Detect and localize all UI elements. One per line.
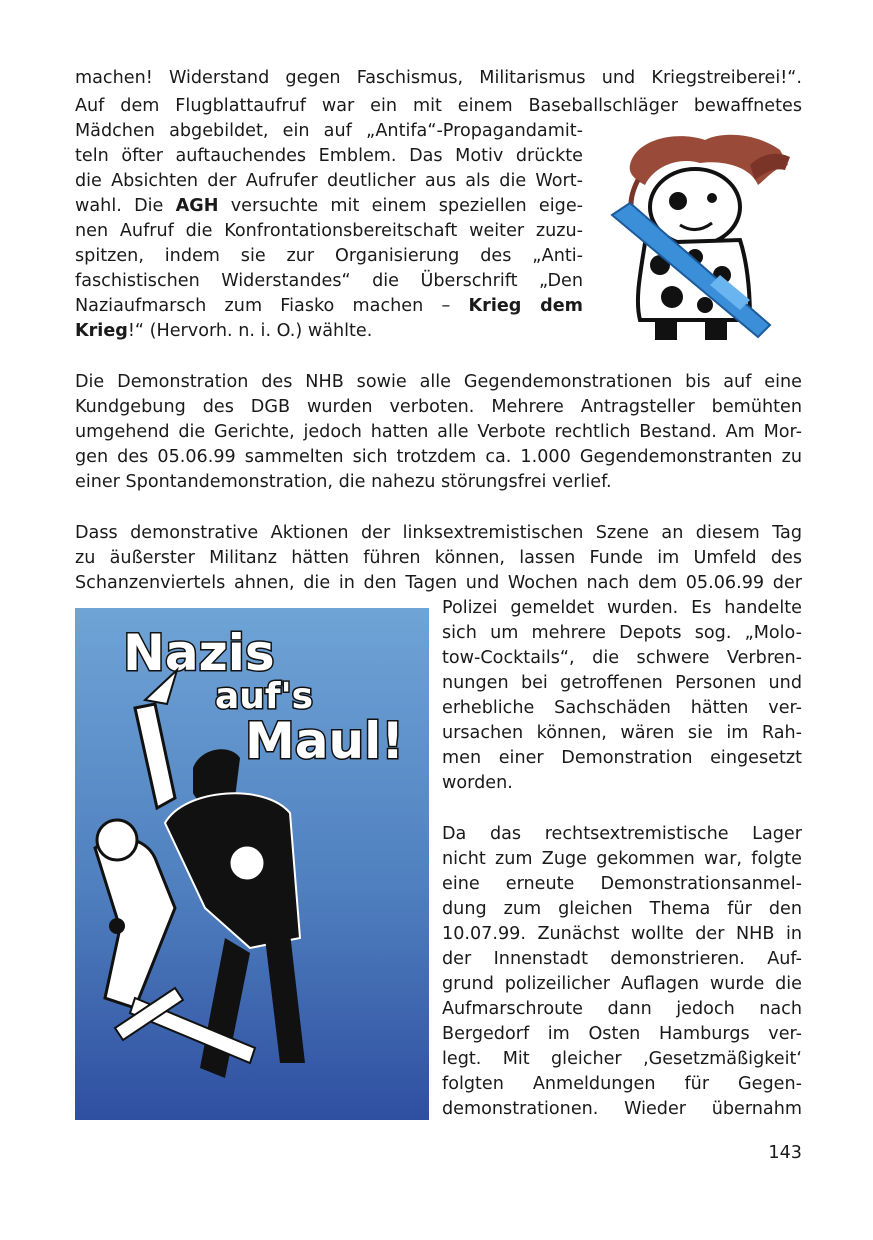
text-line: gen des 05.06.99 sammelten sich trotzdem ca. 1.000 Gegendemonstranten zu [75,447,802,467]
text-line: Die Demonstration des NHB sowie alle Gegendemonstrationen bis auf eine [75,372,802,392]
text-line: Dass demonstrative Aktionen der linksextremistischen Szene an diesem Tag [75,523,802,543]
text-line: nen Aufruf die Konfrontationsbereitschaft weiter zuzu- [75,221,583,241]
text-line: Kundgebung des DGB wurden verboten. Mehrere Antragsteller bemühten [75,397,802,417]
text-line: erhebliche Sachschäden hätten ver- [442,698,802,718]
text-line: Da das rechtsextremistische Lager [442,824,802,844]
text-line: Schanzenviertels ahnen, die in den Tagen und Wochen nach dem 05.06.99 der [75,573,802,593]
text-line: Auf dem Flugblattaufruf war ein mit einem Baseballschläger bewaffnetes [75,96,802,116]
text-line: machen! Widerstand gegen Faschismus, Militarismus und Kriegstreiberei!“. [75,68,802,88]
text-line: teln öfter auftauchendes Emblem. Das Motiv drückte [75,146,583,166]
text-line: spitzen, indem sie zur Organisierung des „Anti- [75,246,583,266]
text-line [75,319,583,344]
bold-term-agh: AGH [175,196,219,216]
nazis-aufs-maul-poster [75,608,429,1120]
text-line: folgten Anmeldungen für Gegen- [442,1074,802,1094]
text-line: 10.07.99. Zunächst wollte der NHB in [442,924,802,944]
text-line: Polizei gemeldet wurden. Es handelte [442,598,802,618]
bold-text: Krieg dem [468,296,583,316]
text-run: versuchte mit einem speziellen eige- [218,196,583,216]
text-line: die Absichten der Aufrufer deutlicher aus als die Wort- [75,171,583,191]
bold-text: Krieg [75,321,128,341]
text-line: Bergedorf im Osten Hamburgs ver- [442,1024,802,1044]
poster-word-2: auf's [215,676,314,717]
text-line: sich um mehrere Depots sog. „Molo- [442,623,802,643]
text-line: men einer Demonstration eingesetzt [442,748,802,768]
text-line [75,194,583,219]
text-line: einer Spontandemonstration, die nahezu störungsfrei verlief. [75,472,612,492]
page-number: 143 [768,1143,802,1163]
text-line: ursachen können, wären sie im Rah- [442,723,802,743]
text-run: !“ (Hervorh. n. i. O.) wählte. [127,321,373,341]
text-line: nicht zum Zuge gekommen war, folgte [442,849,802,869]
text-run: wahl. Die [75,196,176,216]
text-line: umgehend die Gerichte, jedoch hatten alle Verbote rechtlich Bestand. Am Mor- [75,422,802,442]
antifa-girl-emblem-illustration [600,125,795,345]
text-line [75,294,583,319]
text-line: der Innenstadt demonstrieren. Auf- [442,949,802,969]
poster-word-3: Maul! [245,712,405,770]
text-line: nungen bei getroffenen Personen und [442,673,802,693]
text-line: faschistischen Widerstandes“ die Überschrift „Den [75,271,583,291]
text-line: eine erneute Demonstrationsanmel- [442,874,802,894]
text-line: dung zum gleichen Thema für den [442,899,802,919]
text-line: Mädchen abgebildet, ein auf „Antifa“-Propagandamit- [75,121,583,141]
text-line: zu äußerster Militanz hätten führen können, lassen Funde im Umfeld des [75,548,802,568]
text-run: Naziaufmarsch zum Fiasko machen – [75,296,469,316]
text-line: legt. Mit gleicher ‚Gesetzmäßigkeit‘ [442,1049,802,1069]
text-line: demonstrationen. Wieder übernahm [442,1099,802,1119]
text-line: Aufmarschroute dann jedoch nach [442,999,802,1019]
poster-word-1: Nazis [123,624,275,682]
text-line: worden. [442,773,513,793]
text-line: tow-Cocktails“, die schwere Verbren- [442,648,802,668]
text-line: grund polizeilicher Auflagen wurde die [442,974,802,994]
